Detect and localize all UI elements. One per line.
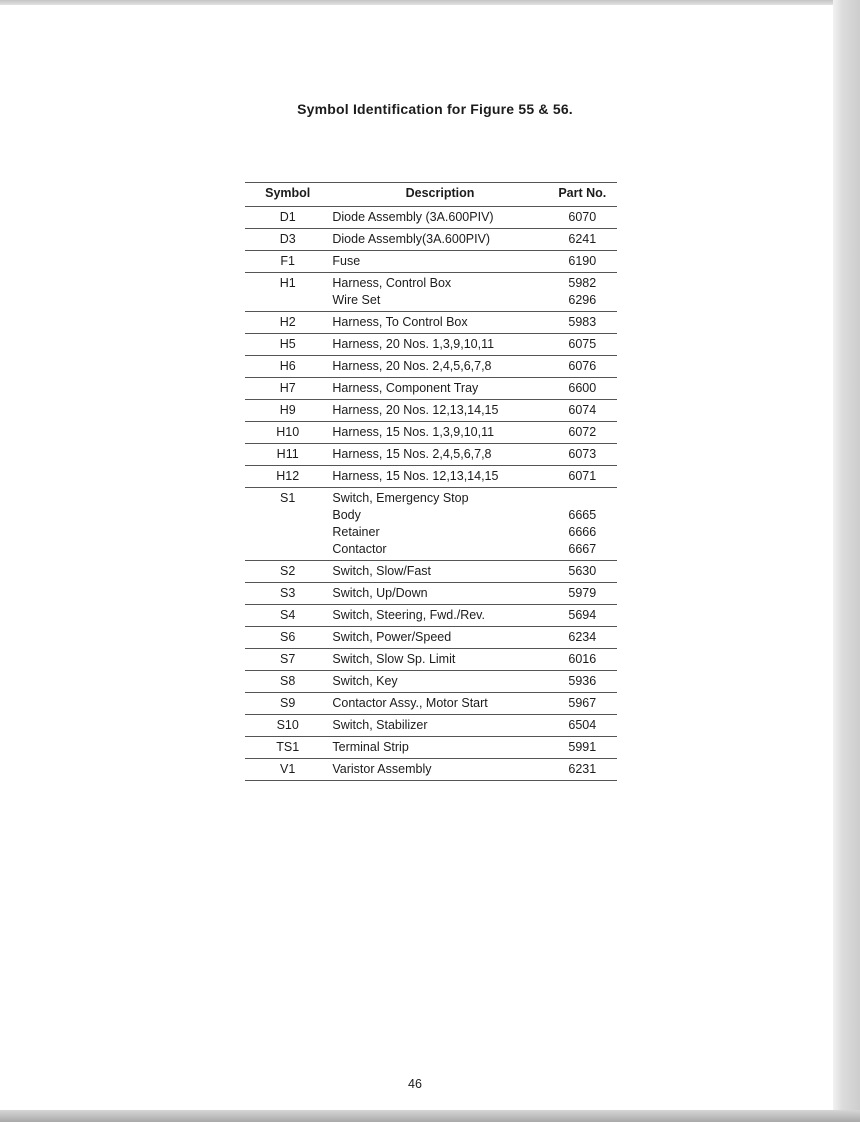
- description-line: Fuse: [332, 254, 361, 268]
- scan-edge-bottom: [0, 1110, 860, 1122]
- table-row: [245, 400, 617, 422]
- part-number-line: 5936: [568, 674, 597, 688]
- description-line: Harness, 15 Nos. 12,13,14,15: [332, 469, 499, 483]
- header-symbol: Symbol: [245, 183, 330, 207]
- symbol-cell: S3: [245, 583, 330, 605]
- symbol-cell: S6: [245, 627, 330, 649]
- symbol-cell: S10: [245, 715, 330, 737]
- part-number-cell: [548, 273, 617, 312]
- part-number-line: 6074: [568, 403, 597, 417]
- table-row: [245, 334, 617, 356]
- part-number-cell: [548, 488, 617, 561]
- table-row: [245, 671, 617, 693]
- scan-edge-right: [833, 0, 860, 1122]
- symbol-cell: H1: [245, 273, 330, 312]
- description-cell: [330, 466, 547, 488]
- table-row: [245, 561, 617, 583]
- table-row: [245, 583, 617, 605]
- description-cell: [330, 229, 547, 251]
- description-line: Switch, Up/Down: [332, 586, 428, 600]
- part-number-line: 6667: [568, 542, 597, 556]
- part-number-cell: [548, 229, 617, 251]
- part-number-cell: [548, 207, 617, 229]
- description-cell: [330, 693, 547, 715]
- part-number-cell: [548, 737, 617, 759]
- part-number-cell: [548, 466, 617, 488]
- description-line: Diode Assembly (3A.600PIV): [332, 210, 494, 224]
- part-number-line: 6296: [568, 293, 597, 307]
- symbol-cell: V1: [245, 759, 330, 781]
- symbol-cell: S4: [245, 605, 330, 627]
- part-number-line: 6241: [568, 232, 597, 246]
- description-line: Switch, Slow Sp. Limit: [332, 652, 456, 666]
- symbol-cell: D1: [245, 207, 330, 229]
- description-cell: [330, 207, 547, 229]
- description-line: Contactor: [332, 542, 387, 556]
- table-row: [245, 715, 617, 737]
- table-row: [245, 312, 617, 334]
- part-number-cell: [548, 671, 617, 693]
- part-number-line: 5694: [568, 608, 597, 622]
- part-number-line: 6600: [568, 381, 597, 395]
- table-row: [245, 466, 617, 488]
- description-cell: [330, 378, 547, 400]
- description-line: Harness, Component Tray: [332, 381, 479, 395]
- header-description: Description: [330, 183, 547, 207]
- part-number-line: 6666: [568, 525, 597, 539]
- table-row: [245, 488, 617, 561]
- part-number-line: 6665: [568, 508, 597, 522]
- table-row: [245, 693, 617, 715]
- table-row: [245, 422, 617, 444]
- symbol-table: [245, 182, 617, 781]
- part-number-cell: [548, 251, 617, 273]
- part-number-cell: [548, 583, 617, 605]
- scan-edge-top: [0, 0, 860, 5]
- description-cell: [330, 759, 547, 781]
- description-line: Terminal Strip: [332, 740, 409, 754]
- table-row: [245, 207, 617, 229]
- description-line: Switch, Slow/Fast: [332, 564, 432, 578]
- part-number-line: 6234: [568, 630, 597, 644]
- header-part-no: Part No.: [548, 183, 617, 207]
- symbol-cell: S2: [245, 561, 330, 583]
- description-line: Switch, Steering, Fwd./Rev.: [332, 608, 485, 622]
- description-line: Diode Assembly(3A.600PIV): [332, 232, 491, 246]
- description-cell: [330, 444, 547, 466]
- part-number-line: 6071: [568, 469, 597, 483]
- part-number-line: 5630: [568, 564, 597, 578]
- part-number-line: 6075: [568, 337, 597, 351]
- part-number-cell: [548, 561, 617, 583]
- symbol-cell: S9: [245, 693, 330, 715]
- description-line: Switch, Power/Speed: [332, 630, 452, 644]
- symbol-cell: S7: [245, 649, 330, 671]
- description-line: Retainer: [332, 525, 380, 539]
- description-line: Varistor Assembly: [332, 762, 432, 776]
- description-line: Harness, 20 Nos. 12,13,14,15: [332, 403, 499, 417]
- table-row: [245, 444, 617, 466]
- description-line: Harness, 20 Nos. 1,3,9,10,11: [332, 337, 495, 351]
- description-cell: [330, 671, 547, 693]
- symbol-cell: F1: [245, 251, 330, 273]
- description-cell: [330, 273, 547, 312]
- table-row: [245, 251, 617, 273]
- description-cell: [330, 649, 547, 671]
- description-line: Switch, Stabilizer: [332, 718, 428, 732]
- table-row: [245, 273, 617, 312]
- description-line: Harness, 15 Nos. 2,4,5,6,7,8: [332, 447, 492, 461]
- part-number-cell: [548, 422, 617, 444]
- description-line: Wire Set: [332, 293, 381, 307]
- part-number-cell: [548, 759, 617, 781]
- description-cell: [330, 583, 547, 605]
- symbol-cell: S1: [245, 488, 330, 561]
- part-number-cell: [548, 605, 617, 627]
- part-number-cell: [548, 334, 617, 356]
- part-number-cell: [548, 312, 617, 334]
- table-row: [245, 378, 617, 400]
- part-number-line: 5982: [568, 276, 597, 290]
- table-row: [245, 605, 617, 627]
- table-row: [245, 737, 617, 759]
- symbol-cell: H10: [245, 422, 330, 444]
- part-number-line: 6073: [568, 447, 597, 461]
- part-number-line: [548, 490, 617, 507]
- part-number-cell: [548, 693, 617, 715]
- table-row: [245, 356, 617, 378]
- description-cell: [330, 605, 547, 627]
- page-number: 46: [408, 1077, 422, 1091]
- description-line: Switch, Key: [332, 674, 398, 688]
- symbol-cell: H11: [245, 444, 330, 466]
- description-cell: [330, 251, 547, 273]
- part-number-cell: [548, 715, 617, 737]
- description-line: Contactor Assy., Motor Start: [332, 696, 488, 710]
- symbol-cell: S8: [245, 671, 330, 693]
- description-cell: [330, 400, 547, 422]
- part-number-cell: [548, 356, 617, 378]
- part-number-line: 6070: [568, 210, 597, 224]
- description-line: Switch, Emergency Stop: [332, 491, 469, 505]
- part-number-cell: [548, 649, 617, 671]
- part-number-line: 6016: [568, 652, 597, 666]
- symbol-cell: D3: [245, 229, 330, 251]
- part-number-line: 5983: [568, 315, 597, 329]
- table-row: [245, 627, 617, 649]
- page-title: Symbol Identification for Figure 55 & 56.: [297, 101, 573, 117]
- description-cell: [330, 488, 547, 561]
- symbol-cell: H6: [245, 356, 330, 378]
- part-number-cell: [548, 378, 617, 400]
- description-line: Harness, 15 Nos. 1,3,9,10,11: [332, 425, 495, 439]
- description-cell: [330, 422, 547, 444]
- description-cell: [330, 334, 547, 356]
- description-line: Harness, 20 Nos. 2,4,5,6,7,8: [332, 359, 492, 373]
- part-number-line: 5979: [568, 586, 597, 600]
- part-number-line: 6072: [568, 425, 597, 439]
- symbol-cell: TS1: [245, 737, 330, 759]
- table-body: [245, 207, 617, 781]
- description-cell: [330, 627, 547, 649]
- symbol-cell: H2: [245, 312, 330, 334]
- symbol-cell: H7: [245, 378, 330, 400]
- symbol-cell: H9: [245, 400, 330, 422]
- symbol-cell: H12: [245, 466, 330, 488]
- table-row: [245, 759, 617, 781]
- table-header-row: [245, 183, 617, 207]
- description-cell: [330, 356, 547, 378]
- table-row: [245, 649, 617, 671]
- part-number-cell: [548, 444, 617, 466]
- description-line: Body: [332, 508, 361, 522]
- description-cell: [330, 737, 547, 759]
- description-cell: [330, 312, 547, 334]
- part-number-cell: [548, 400, 617, 422]
- part-number-cell: [548, 627, 617, 649]
- table-row: [245, 229, 617, 251]
- description-line: Harness, To Control Box: [332, 315, 468, 329]
- description-line: Harness, Control Box: [332, 276, 452, 290]
- description-cell: [330, 561, 547, 583]
- part-number-line: 6076: [568, 359, 597, 373]
- part-number-line: 6504: [568, 718, 597, 732]
- part-number-line: 5967: [568, 696, 597, 710]
- part-number-line: 6231: [568, 762, 597, 776]
- part-number-line: 5991: [568, 740, 597, 754]
- symbol-cell: H5: [245, 334, 330, 356]
- description-cell: [330, 715, 547, 737]
- part-number-line: 6190: [568, 254, 597, 268]
